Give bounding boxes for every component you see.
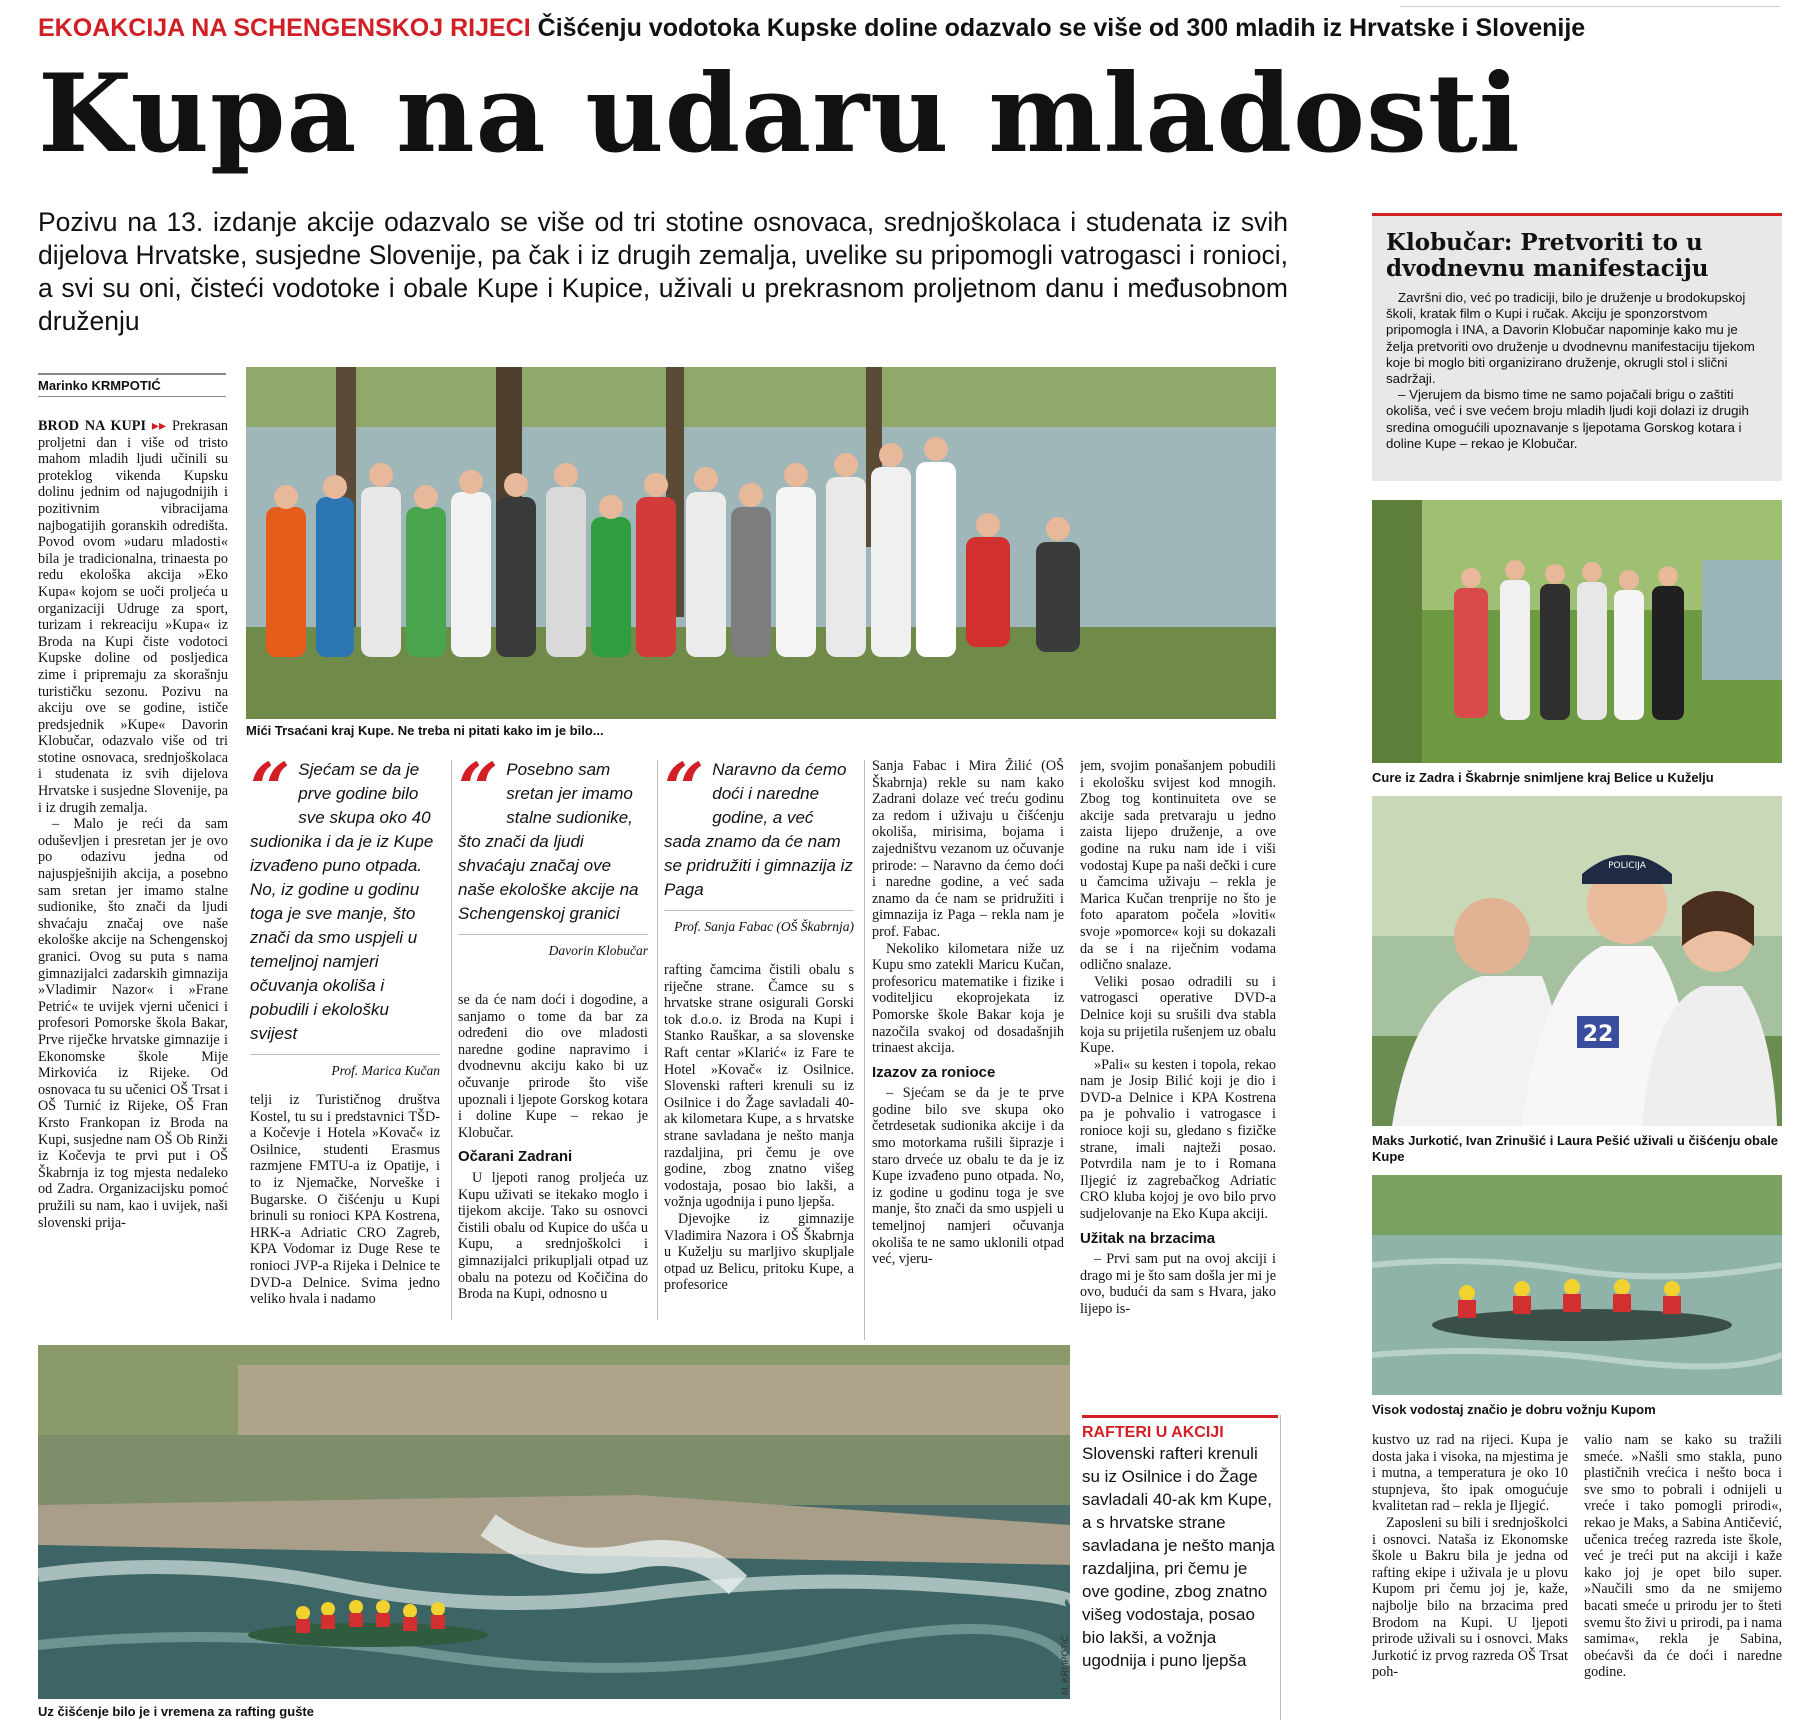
quote-3-author: Prof. Sanja Fabac (OŠ Škabrnja) bbox=[664, 910, 854, 939]
rafters-box-head: RAFTERI U AKCIJI bbox=[1082, 1415, 1278, 1442]
column-4 bbox=[664, 962, 854, 1338]
column-5 bbox=[872, 758, 1064, 1338]
lead-paragraph: Pozivu na 13. izdanje akcije odazvalo se više od tri stotine osnovaca, srednjoškolaca i studenata iz svih dijelova Hrvatske, susjedne Slovenije, pa čak i iz drugih zemalja, uvelike su pripomogli vatrogasci i ronioci, a svi su oni, čisteći vodotoke i obale Kupe i Kupice, uživali u prekrasnom proljetnom danu i međusobnom druženju bbox=[38, 207, 1288, 336]
sidebar-klobucar bbox=[1372, 213, 1782, 481]
col1-p1: Prekrasan proljetni dan i više od tristo mahom mladih ljudi učinili su proteklog vikenda Kupsku dolinu jednim od najugodnijih i pozitivnim vibracijama najbogatijih goranskih odredišta. Povod ovom »udaru mladosti« bila je tradicionalna, trinaesta po redu ekološka akcija »Eko Kupa« kojom se uoči proljeća u organizaciji Udruge za sport, turizam i rekreaciju »Kupa« iz Broda na Kupi čiste vodotoci Kupske doline od posljedica zime i pripremaju za skorašnju turističku sezonu. Pozivu na akciju ove se godine, ističe predsjednik »Kupe« Davorin Klobučar, odazvalo više od tri stotine osnovaca, srednjoškolaca i studenata iz svih dijelova Hrvatske i susjedne Slovenije, pa i iz drugih zemalja. bbox=[38, 418, 228, 816]
subhead-ocarani: Očarani Zadrani bbox=[458, 1148, 573, 1166]
photo-three-kids bbox=[1372, 796, 1782, 1126]
col6-p3: »Pali« su kesten i topola, rekao nam je Josip Bilić koji je dio i DVD-a Delnice i KPA Kostrena pa je pohvalio i vatrogasce i ronioce koji su, gledano s fizičke strane, imali najteži posao. Potvrdila nam je to i Romana Iljegić iz zagrebačkog Adriatic CRO kluba kojoj je ovo bilo prvo sudjelovanje na Eko Kupa akciji. bbox=[1080, 1056, 1276, 1223]
quote-2-text: Posebno sam sretan jer imamo stalne sudionike, što znači da ljudi shvaćaju značaj ove naše ekološke akcije na Schengenskoj granici bbox=[458, 760, 639, 923]
col6-p4: – Prvi sam put na ovoj akciji i drago mi je što sam došla jer mi je ovo, budući da sam s Hvara, jako lijepo is- bbox=[1080, 1251, 1276, 1317]
subhead-uzitak: Užitak na brzacima bbox=[1080, 1229, 1216, 1247]
quote-mark-icon: “ bbox=[458, 747, 499, 830]
quote-1-text: Sjećam se da je prve godine bilo sve skupa oko 40 sudionika i da je iz Kupe izvađeno puno otpada. No, iz godine u godinu toga je sve manje, što znači da smo uspjeli u temeljnoj namjeri očuvanja okoliša i pobudili i ekološku svijest bbox=[250, 760, 434, 1043]
photo-children-group bbox=[246, 367, 1276, 719]
quote-mark-icon: “ bbox=[250, 747, 291, 830]
col8-p1: valio nam se kako su tražili smeće. »Našli smo stakla, puno plastičnih vrećica i nešto boca i sve smo to pobrali i odnijeli u vreće i tako pomogli prirodi«, rekao je Maks, a Sabina Antičević, učenica trećeg razreda iste škole, već je treći put na akciji i kaže kako joj je opet bilo super. »Naučili smo da ne smijemo bacati smeće u prirodu jer to šteti svemu što živi u prirodi, pa i nama samima«, rekla je Sabina, obećavši da će doći i naredne godine. bbox=[1584, 1432, 1782, 1681]
quote-mark-icon: “ bbox=[664, 747, 705, 830]
column-7 bbox=[1372, 1432, 1568, 1727]
kicker-text: Čišćenju vodotoka Kupske doline odazvalo se više od 300 mladih iz Hrvatske i Slovenije bbox=[537, 14, 1586, 42]
kicker bbox=[38, 14, 1778, 43]
pull-quote-1 bbox=[250, 747, 440, 1083]
headline: Kupa na udaru mladosti bbox=[38, 51, 1521, 177]
pull-quote-2 bbox=[458, 747, 648, 963]
quote-2-author: Davorin Klobučar bbox=[458, 934, 648, 963]
cap-text: POLICIJA bbox=[1608, 861, 1646, 871]
sidebar-p2: – Vjerujem da bismo time ne samo pojačali brigu o zaštiti okoliša, već i sve većem broju mladih ljudi koji dolazi iz drugih sredina omogućili upoznavanje s ljepotama Gorskog kotara i doline Kupe – rekao je Klobučar. bbox=[1386, 387, 1749, 451]
pull-quote-3 bbox=[664, 747, 854, 939]
col7-p1: kustvo uz rad na rijeci. Kupa je dosta jaka i visoka, na mjestima je i mutna, a temperatura je oko 10 stupnjeva, što ipak omogućuje kvalitetan rad – rekla je Iljegić. bbox=[1372, 1432, 1568, 1515]
dateline: BROD NA KUPI bbox=[38, 418, 146, 434]
col5-p3: – Sjećam se da je te prve godine bilo sve skupa oko četrdesetak sudionika akcije i da smo motorkama rušili šiprazje i staro drveće uz obalu te da je iz Kupe izvađeno puno otpada. No, iz godine u godinu toga je sve manje, što znači da smo uspjeli u temeljnoj namjeri očuvanja okoliša te ne samo uklonili otpad već, vjeru- bbox=[872, 1085, 1064, 1268]
photo-children-caption: Mići Trsaćani kraj Kupe. Ne treba ni pitati kako im je bilo... bbox=[246, 723, 604, 738]
quote-1-author: Prof. Marica Kučan bbox=[250, 1054, 440, 1083]
photo-credit: M. KRMPOTIĆ bbox=[1060, 1635, 1070, 1695]
dateline-arrows-icon: ▸▸ bbox=[151, 418, 167, 434]
col7-p2: Zaposleni su bili i srednjoškolci i osnovci. Nataša iz Ekonomske škole u Bakru bila je jedna od rafting ekipe i uživala je u plovu Kupom pri čemu joj je, kaže, najbolje bilo na brzacima pred Brodom na Kupi. U ljepoti prirode uživali su i osnovci. Maks Jurkotić iz prvog razreda OŠ Trsat poh- bbox=[1372, 1514, 1568, 1681]
column-6 bbox=[1080, 758, 1276, 1398]
photo-rafting-caption: Uz čišćenje bilo je i vremena za rafting gušte bbox=[38, 1704, 314, 1719]
sidebar-p1: Završni dio, već po tradiciji, bilo je druženje u brodokupskoj školi, kratak film o Kupi i ručak. Akciju je sponzorstvom pripomogla i INA, a Davorin Klobučar napominje kako mu je želja pretvoriti ovo druženje u dvodnevnu manifestaciju tijekom koje bi moglo biti organizirano druženje, okrugli stol i slični sadržaji. bbox=[1386, 290, 1755, 387]
byline: Marinko KRMPOTIĆ bbox=[38, 373, 226, 397]
col5-p2: Nekoliko kilometara niže uz Kupu smo zatekli Maricu Kučan, profesoricu matematike i fizike i voditeljicu ekoprojekata iz Pomorske škole Bakar koja je nazočila svakoj od dosadašnjih trinaest akcija. bbox=[872, 940, 1064, 1057]
subhead-izazov: Izazov za ronioce bbox=[872, 1063, 996, 1081]
photo-three-kids-caption: Maks Jurkotić, Ivan Zrinušić i Laura Pešić uživali u čišćenju obale Kupe bbox=[1372, 1133, 1779, 1164]
kicker-label: EKOAKCIJA NA SCHENGENSKOJ RIJECI bbox=[38, 14, 531, 42]
col2-text: telji iz Turističnog društva Kostel, tu su i predstavnici TŠD-a Kočevje i Hotela »Kovač« iz Osilnice, studenti Erasmus razmjene FMTU-a iz Opatije, i to iz Njemačke, Norveške i Bugarske. O čišćenju u Kupi brinuli su ronioci KPA Kostrena, HRK-a Adriatic CRO Zagreb, KPA Vodomar iz Duge Rese te ronioci JVP-a Rijeka i Delnice te DVD-a Delnice. Svima jedno veliko hvala i nadamo bbox=[250, 1092, 440, 1308]
col4-p1: rafting čamcima čistili obalu s riječne strane. Čamce su s hrvatske strane osigurali Gorski tok d.o.o. iz Broda na Kupi i Stanko Rauškar, a sa slovenske Raft centar »Klarić« iz Fare te Hotel »Kovač« iz Osilnice. Slovenski rafteri krenuli su iz Osilnice i do Žage savladali 40-ak kilometara Kupe, a s hrvatske strane savladana je nešto manja razdaljina, pri čemu je ove godine, zbog znatno višeg vodostaja, posao bio lakši, a vožnja ugodnija i puno ljepša. bbox=[664, 962, 854, 1211]
col4-p2: Djevojke iz gimnazije Vladimira Nazora i OŠ Škabrnja u Kuželju su marljivo skupljale otpad uz Belicu, pritoku Kupe, a profesorice bbox=[664, 1210, 854, 1294]
col6-p1: jem, svojim ponašanjem pobudili i ekološku svijest kod mnogih. Zbog tog kontinuiteta ove se akcije sada pretvaraju u jedno zaista lijepo druženje, a ove godine na ruku nam ide i viši vodostaj Kupe pa naši dečki i cure u čamcima uživaju – rekla je Marica Kučan trenprije no što je foto aparatom počela »loviti« svoje »pomorce« koji su dokazali da se i na riječnim vodama odlično snalaze. bbox=[1080, 758, 1276, 974]
quote-3-text: Naravno da ćemo doći i naredne godine, a već sada znamo da će nam se pridružiti i gimnazija iz Paga bbox=[664, 760, 853, 899]
rafters-box bbox=[1082, 1415, 1278, 1672]
col1-p2: – Malo je reći da sam oduševljen i presretan jer je ovo po odazivu jedna od najuspješnijih akcija, a posebno sam sretan jer imamo stalne sudionike, što znači da ljudi shvaćaju značaj ove naše ekološke akcije na Schengenskoj granici. Ovog su puta s nama gimnazijalci zadarskih gimnazija »Vladimir Nazor« i »Frane Petrić« te uvijek vjerni učenici i profesori Pomorske škola Bakar, Prve riječke hrvatske gimnazije i Ekonomske škole Mije Mirkovića iz Rijeke. Od osnovaca tu su učenici OŠ Trsat i OŠ Turnić iz Rijeke, OŠ Fran Krsto Frankopan iz Broda na Kupi, susjedne nam OŠ Ob Rinži iz Kočevja te prvi put i OŠ Škabrnja iz tog mjesta nedaleko od Zadra. Organizacijsku pomoć pružili su nam, kao i uvijek, naši slovenski prija- bbox=[38, 816, 228, 1231]
column-1 bbox=[38, 418, 228, 1338]
shirt-number: 22 bbox=[1582, 1022, 1614, 1047]
column-8 bbox=[1584, 1432, 1782, 1727]
photo-raft-river bbox=[1372, 1175, 1782, 1395]
photo-girls-belica bbox=[1372, 500, 1782, 763]
photo-rafting-rapids bbox=[38, 1345, 1070, 1699]
column-3 bbox=[458, 992, 648, 1338]
col6-p2: Veliki posao odradili su i vatrogasci operative DVD-a Delnice koji su srušili dva stabla koja su prijetila rušenjem uz obalu Kupe. bbox=[1080, 973, 1276, 1057]
col3-p2: U ljepoti ranog proljeća uz Kupu uživati se itekako moglo i tijekom akcije. Tako su osnovci čistili obalu od Kupice do ušća u Kupu, a srednjoškolci i gimnazijalci prikupljali otpad uz obalu na potezu od Kočičina do Broda na Kupi, odnosno u bbox=[458, 1169, 648, 1303]
col3-p1: se da će nam doći i dogodine, a sanjamo o tome da bar za određeni dio ove mladosti naredne godine napravimo i dvodnevnu akciju kako bi uz očuvanje prirode što više upoznali i ljepote Gorskog kotara i doline Kupe – rekao je Klobučar. bbox=[458, 992, 648, 1141]
rafters-box-body: Slovenski rafteri krenuli su iz Osilnice i do Žage savladali 40-ak km Kupe, a s hrvatske strane savladana je nešto manja razdaljina, pri čemu je ove godine, zbog znatno višeg vodostaja, posao bio lakši, a vožnja ugodnija i puno ljepša bbox=[1082, 1444, 1275, 1670]
col5-p1: Sanja Fabac i Mira Žilić (OŠ Škabrnja) rekle su nam kako Zadrani dolaze već treću godinu za redom i uživaju u čišćenju okoliša, mirisima, bojama i zajedništvu vezanom uz očuvanje prirode: – Naravno da ćemo doći i naredne godine, a već sada znamo da će nam se pridružiti i gimnazija iz Paga – rekla nam je prof. Fabac. bbox=[872, 758, 1064, 940]
photo-raft-river-caption: Visok vodostaj značio je dobru vožnju Kupom bbox=[1372, 1402, 1656, 1417]
column-2 bbox=[250, 1092, 440, 1337]
photo-girls-caption: Cure iz Zadra i Škabrnje snimljene kraj Belice u Kuželju bbox=[1372, 770, 1714, 785]
sidebar-title: Klobučar: Pretvoriti to u dvodnevnu manifestaciju bbox=[1386, 229, 1709, 282]
